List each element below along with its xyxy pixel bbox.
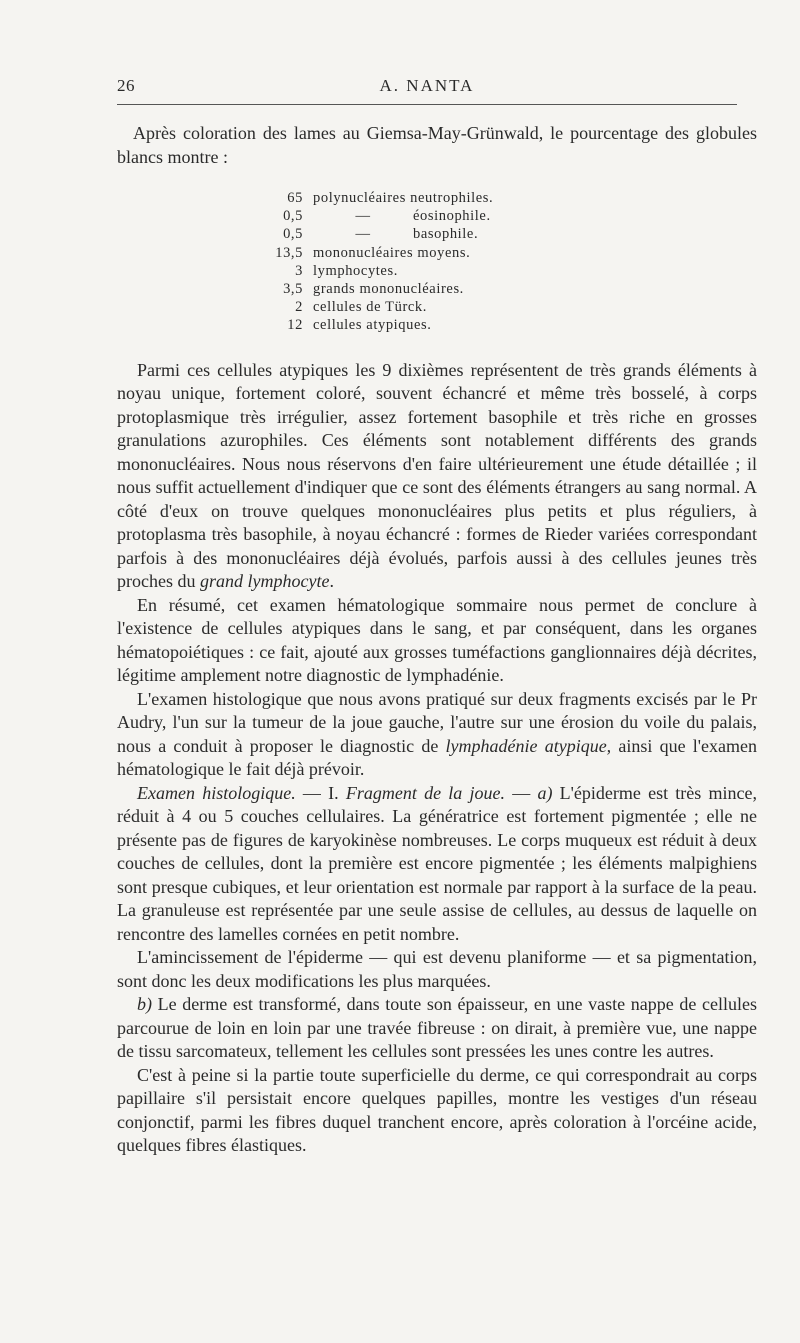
count-label: cellules de Türck. <box>313 299 428 316</box>
text-run: Le derme est transformé, dans toute son épaisseur, en une vaste nappe de cellules parcourue de loin en loin par une travée fibreuse : on dirait, à première vue, une nappe de tissu sarcomateux, tellement les cellules sont pressées les unes contre les autres. <box>117 994 757 1062</box>
list-item <box>269 280 757 298</box>
text-run: L'examen histologique que nous avons pratiqué sur deux fragments excisés par le Pr Audry, l'un sur la tumeur de la joue gauche, l'autre sur une érosion du voile du palais, nous a conduit à proposer le diagnostic de <box>117 688 757 756</box>
list-item <box>269 262 757 280</box>
item-marker: b) <box>137 994 152 1015</box>
section-heading: Examen histologique. <box>137 782 296 803</box>
paragraph-exam-cheek <box>117 782 757 947</box>
list-item <box>269 207 757 225</box>
text-run: ainsi que l'examen hématologique le fait déjà prévoir. <box>117 735 757 780</box>
list-item <box>269 189 757 207</box>
count-label: éosinophile. <box>413 208 491 225</box>
text-run: . <box>329 571 334 592</box>
paragraph-summary: En résumé, cet examen hématologique sommaire nous permet de conclure à l'existence de cellules atypiques dans le sang, et par conséquent, dans les organes hématopoiétiques : ce fait, ajouté aux grosses tuméfactions ganglionnaires déjà décrites, légitime amplement notre diagnostic de lymphadénie. <box>117 594 757 686</box>
paragraph-epidermis: L'amincissement de l'épiderme — qui est devenu planiforme — et sa pigmentation, sont donc les deux modifications les plus marquées. <box>117 947 757 991</box>
ditto-dash: — <box>355 226 371 243</box>
count-label: basophile. <box>413 226 479 243</box>
ditto-dash: — <box>355 208 371 225</box>
count-label: grands mononucléaires. <box>313 281 464 298</box>
running-head: A. NANTA <box>379 76 475 95</box>
count-label: cellules atypiques. <box>313 317 432 334</box>
count-value: 2 <box>295 299 303 316</box>
list-item <box>269 244 757 262</box>
list-item <box>269 225 757 243</box>
header-rule <box>117 104 737 105</box>
paragraph-dermis <box>117 993 757 1064</box>
count-value: 65 <box>287 190 303 206</box>
count-label: polynucléaires neutrophiles. <box>313 190 494 206</box>
count-value: 3,5 <box>283 281 303 298</box>
list-item <box>269 316 757 334</box>
text-run: Parmi ces cellules atypiques les 9 dixièmes représentent de très grands éléments à noyau unique, fortement coloré, souvent échancré et même très bosselé, à corps protoplasmique très irrégulier, assez fortement basophile et très riche en grosses granulations azurophiles. Ces éléments sont notablement différents des grands mononucléaires. Nous nous réservons d'en faire ultérieurement une étude détaillée ; il nous suffit actuellement d'indiquer que ce sont des éléments étrangers au sang normal. A côté d'eux on trouve quelques mononucléaires plus petits et plus réguliers, à protoplasma très basophile, à noyau échancré : formes de Rieder variées correspondant parfois à des mononucléaires déjà évolués, parfois aussi à des cellules jeunes très proches du <box>117 359 757 592</box>
italic-term: grand lymphocyte <box>199 571 330 592</box>
count-label: mononucléaires moyens. <box>313 244 471 261</box>
body-text <box>117 122 757 1158</box>
count-label: lymphocytes. <box>313 262 398 279</box>
intro-paragraph: Après coloration des lames au Giemsa-May-Grünwald, le pourcentage des globules blancs montre : <box>117 123 757 167</box>
paragraph-histology <box>117 688 757 782</box>
item-marker: a) <box>537 782 553 803</box>
count-value: 13,5 <box>275 244 303 261</box>
count-value: 3 <box>295 262 303 279</box>
text-run: — <box>505 782 538 803</box>
leukocyte-count-list <box>117 189 757 335</box>
subsection-heading: Fragment de la joue. <box>345 782 505 803</box>
page-number: 26 <box>117 76 135 95</box>
italic-term: lymphadénie atypique, <box>445 735 612 756</box>
text-run: L'épiderme est très mince, réduit à 4 ou 5 couches cellulaires. La génératrice est fortement pigmentée ; elle ne présente pas de figures de karyokinèse nombreuses. Le corps muqueux est réduit à deux couches de cellules, dont la première est encore pigmentée ; les éléments malpighiens sont presque cubiques, et leur orientation est normale par rapport à la surface de la peau. La granuleuse est représentée par une seule assise de cellules, au dessus de laquelle on rencontre des lamelles cornées en petit nombre. <box>117 782 758 944</box>
count-value: 0,5 <box>283 208 303 225</box>
text-run: — I. <box>295 782 346 803</box>
paragraph-atypical-cells <box>117 359 757 594</box>
list-item <box>269 298 757 316</box>
paragraph-papillary: C'est à peine si la partie toute superficielle du derme, ce qui correspondrait au corps papillaire s'il persistait encore quelques papilles, montre les vestiges d'un réseau conjonctif, parmi les fibres duquel tranchent encore, après coloration à l'orcéine acide, quelques fibres élastiques. <box>117 1064 757 1156</box>
page-header <box>117 72 737 100</box>
count-value: 12 <box>287 317 303 334</box>
count-value: 0,5 <box>283 226 303 243</box>
